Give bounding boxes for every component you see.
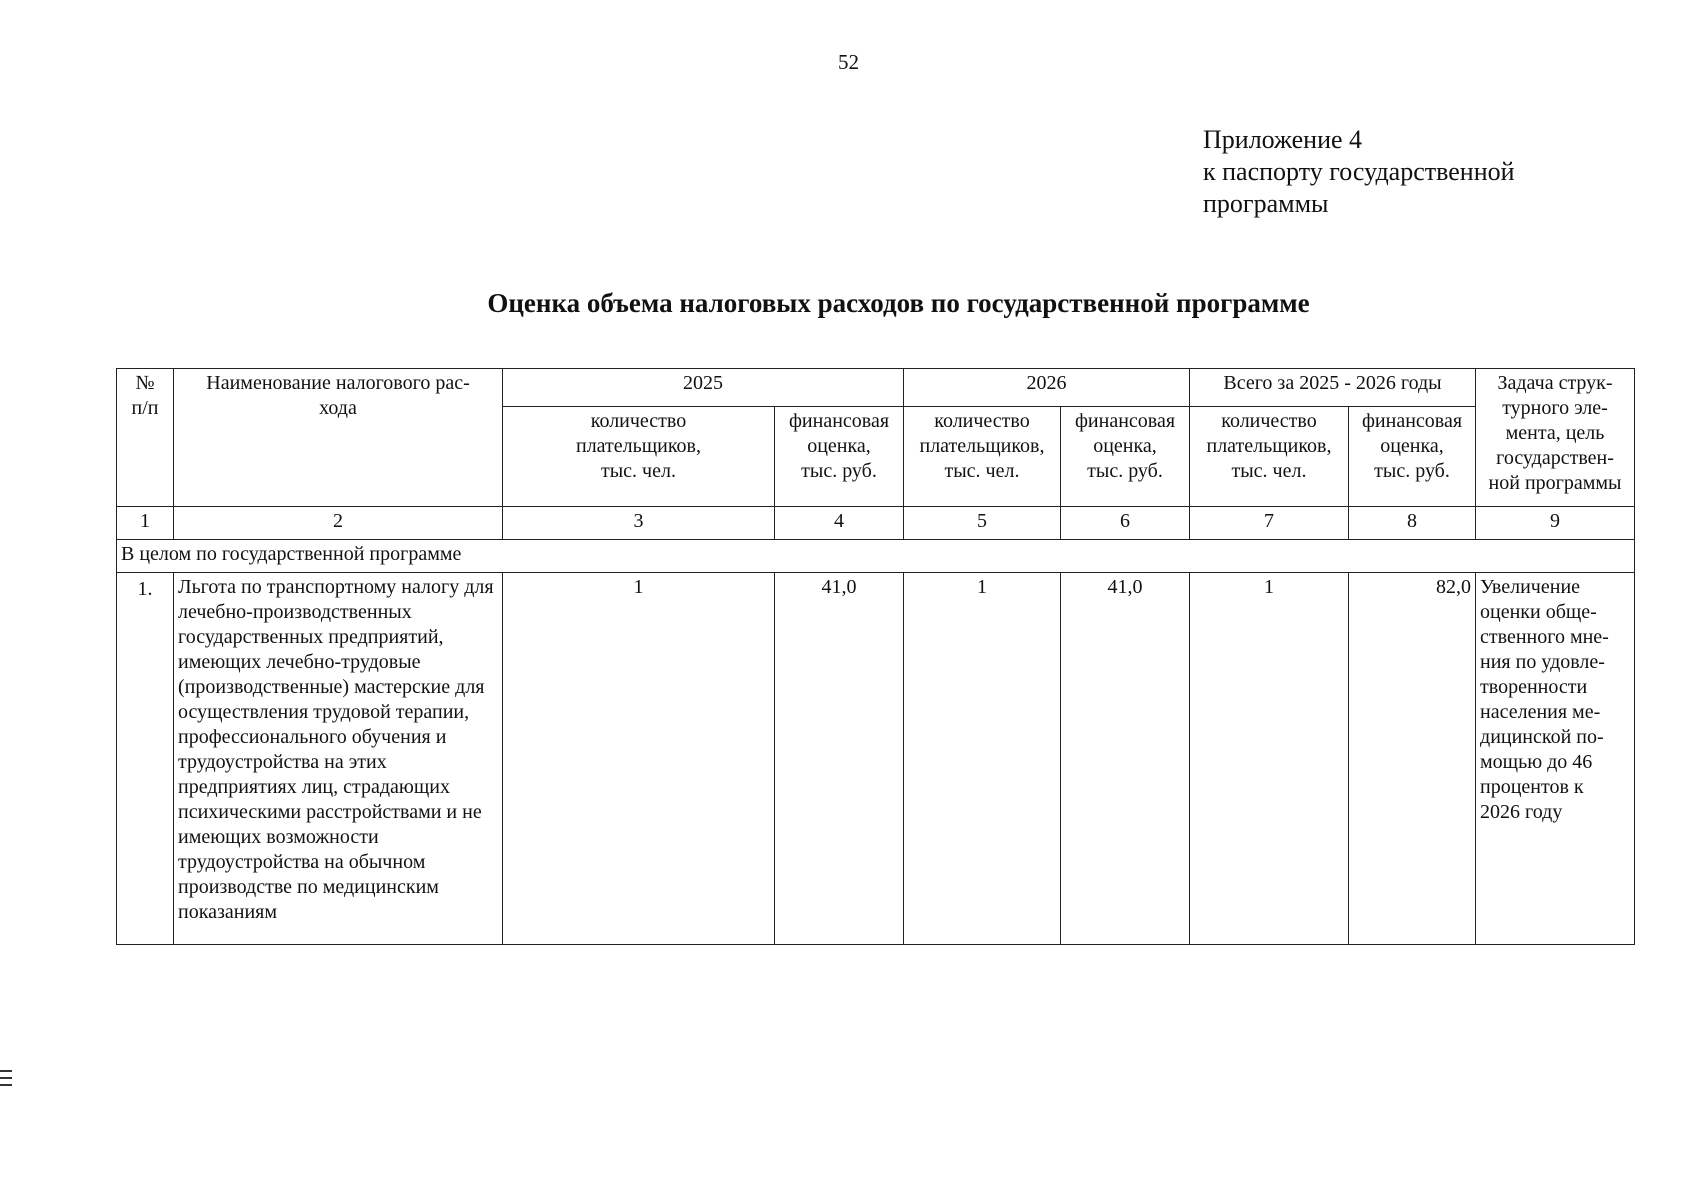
header-payers-2026-line-3: тыс. чел. [944,460,1020,482]
header-number-line-1: № [135,372,155,394]
header-task-line-4: государствен- [1496,447,1614,469]
margin-mark [0,1084,12,1086]
header-finance-total-line-1: финансовая [1361,410,1463,432]
header-year-2026: 2026 [904,369,1190,407]
header-finance-total [1349,407,1476,507]
appendix-note [1203,124,1515,220]
row-goal-line: 2026 году [1480,801,1563,823]
header-payers-2025 [503,407,775,507]
column-index: 8 [1349,507,1476,540]
column-index: 9 [1476,507,1635,540]
header-payers-2025-line-2: плательщиков, [575,435,701,457]
appendix-line-3: программы [1203,189,1329,218]
table-row [117,573,1635,945]
page-number: 52 [838,50,859,74]
header-payers-total-line-1: количество [1221,410,1317,432]
header-finance-2025-line-2: оценка, [807,435,871,457]
row-payers-total: 1 [1190,573,1349,945]
row-payers-2026: 1 [904,573,1061,945]
scan-margin-marks [0,1070,12,1091]
header-finance-2025 [775,407,904,507]
column-index: 2 [174,507,503,540]
column-index: 5 [904,507,1061,540]
header-finance-2026-line-2: оценка, [1093,435,1157,457]
margin-mark [0,1077,12,1079]
header-finance-total-line-3: тыс. руб. [1374,460,1450,482]
column-index: 1 [117,507,174,540]
header-payers-2026-line-2: плательщиков, [919,435,1045,457]
row-goal-line: населения ме- [1480,701,1601,723]
header-payers-2025-line-3: тыс. чел. [601,460,676,482]
header-number-line-2: п/п [131,397,159,419]
header-total: Всего за 2025 - 2026 годы [1190,369,1476,407]
header-payers-total-line-2: плательщиков, [1206,435,1332,457]
section-label: В целом по государственной программе [117,540,1635,573]
row-finance-2025: 41,0 [775,573,904,945]
header-payers-total [1190,407,1349,507]
header-task-line-3: мента, цель [1505,422,1605,444]
column-index: 7 [1190,507,1349,540]
row-goal-line: дицинской по- [1480,726,1604,748]
row-finance-2026: 41,0 [1061,573,1190,945]
row-name: Льгота по транспортному налогу для лечебно-производственных государственных предприятий, имеющих лечебно-трудовые (производственные) мастерские для осуществления трудовой терапии, профессионального обучения и трудоустройства на этих предприятиях лиц, страдающих психическими расстройствами и не имеющих возможности трудоустройства на обычном производстве по медицинским показаниям [174,573,503,945]
column-index: 6 [1061,507,1190,540]
column-index-row [117,507,1635,540]
margin-mark [0,1070,12,1072]
header-year-2025: 2025 [503,369,904,407]
tax-expenses-table [116,368,1635,945]
header-finance-2026-line-1: финансовая [1074,410,1176,432]
header-number [117,369,174,507]
header-payers-total-line-3: тыс. чел. [1231,460,1307,482]
header-name: Наименование налогового рас-хода [174,369,503,507]
document-title: Оценка объема налоговых расходов по государственной программе [487,288,1310,318]
header-task-line-1: Задача струк- [1497,372,1613,394]
row-goal-line: ственного мне- [1480,626,1609,648]
row-goal-line: творенности [1480,676,1588,698]
appendix-line-2: к паспорту государственной [1203,157,1515,186]
appendix-line-1: Приложение 4 [1203,125,1363,154]
header-task [1476,369,1635,507]
row-number: 1. [117,573,174,945]
header-task-line-5: ной программы [1488,472,1622,494]
header-payers-2026 [904,407,1061,507]
row-goal-line: Увеличение [1480,576,1581,598]
column-index: 4 [775,507,904,540]
header-finance-2025-line-3: тыс. руб. [801,460,877,482]
row-goal [1476,573,1635,945]
header-task-line-2: турного эле- [1502,397,1608,419]
header-payers-2026-line-1: количество [934,410,1030,432]
header-finance-2026 [1061,407,1190,507]
row-goal-line: мощью до 46 [1480,751,1593,773]
row-payers-2025: 1 [503,573,775,945]
section-row [117,540,1635,573]
header-finance-2026-line-3: тыс. руб. [1087,460,1163,482]
header-payers-2025-line-1: количество [590,410,687,432]
row-goal-line: оценки обще- [1480,601,1597,623]
row-goal-line: ния по удовле- [1480,651,1605,673]
header-finance-total-line-2: оценка, [1380,435,1444,457]
header-finance-2025-line-1: финансовая [788,410,890,432]
row-goal-line: процентов к [1480,776,1584,798]
row-finance-total: 82,0 [1349,573,1476,945]
column-index: 3 [503,507,775,540]
